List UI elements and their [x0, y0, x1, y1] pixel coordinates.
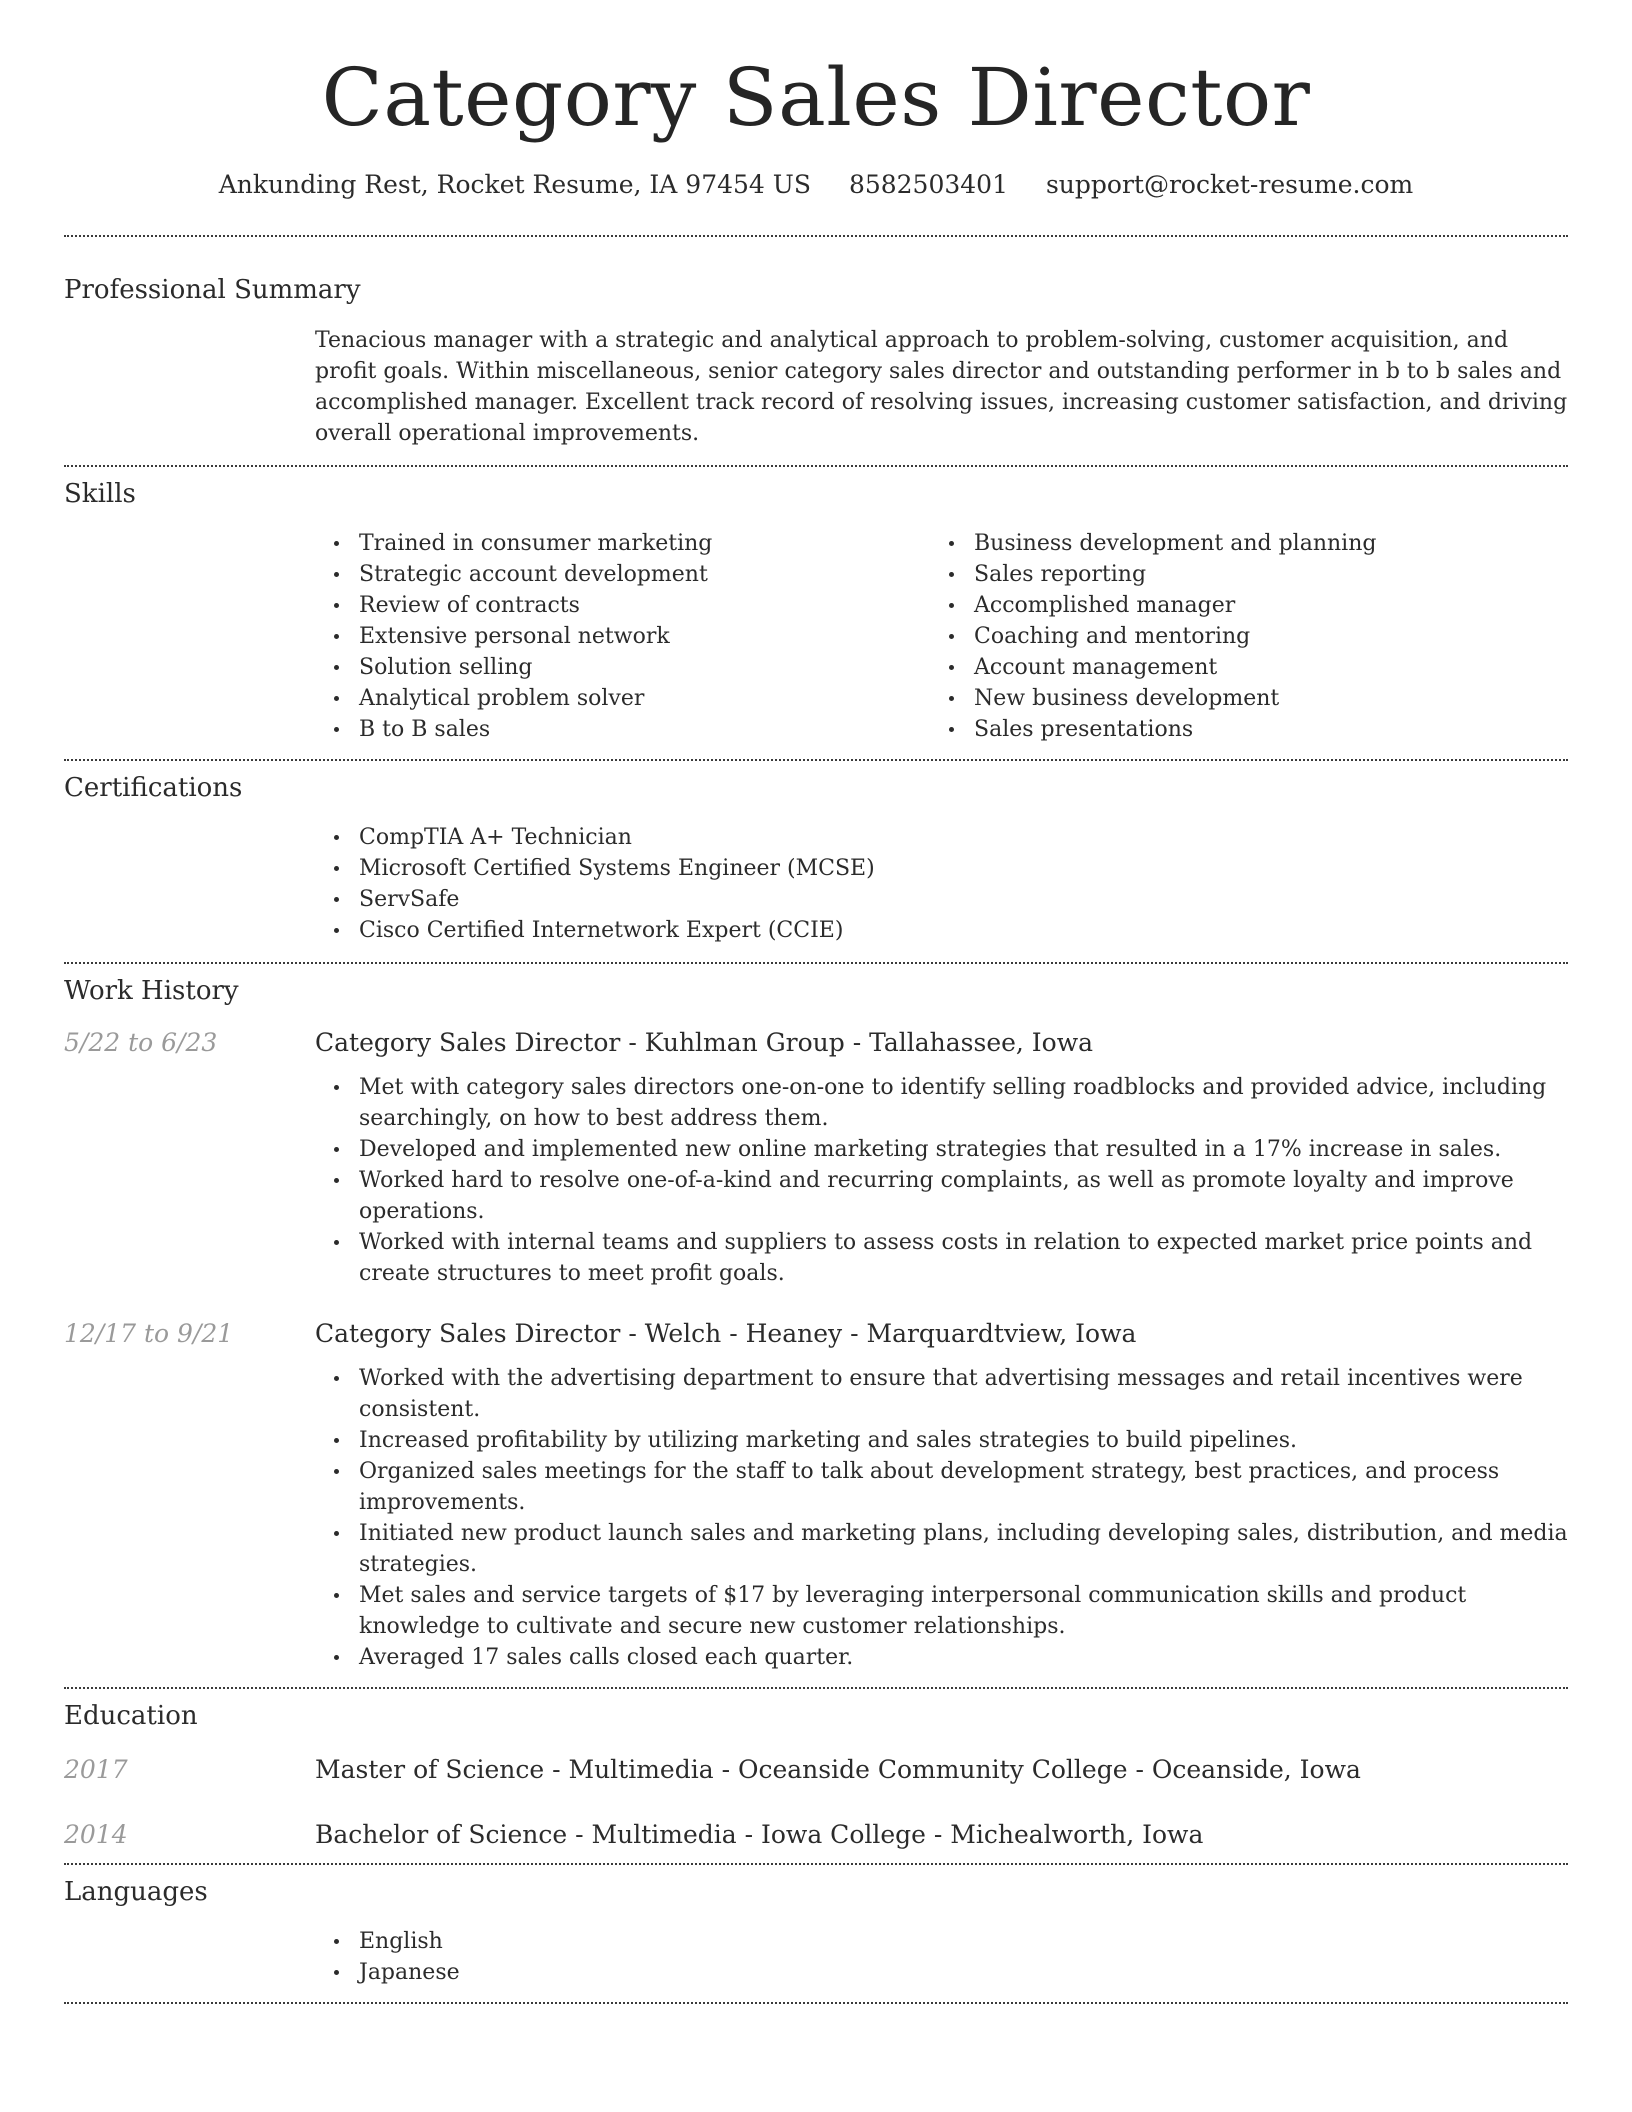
languages-list [315, 1926, 1568, 1988]
job-bullet: Met with category sales directors one-on-one to identify selling roadblocks and provided advice, including searchingly, on how to best address them. [359, 1072, 1568, 1134]
certification-item: Microsoft Certified Systems Engineer (MCSE) [359, 853, 1568, 884]
certifications-list [315, 822, 1568, 946]
language-item: Japanese [359, 1957, 1568, 1988]
work-history-section [64, 964, 1568, 1687]
job-bullet: Averaged 17 sales calls closed each quarter. [359, 1642, 1568, 1673]
summary-section [64, 237, 1568, 465]
job-dates: 12/17 to 9/21 [64, 1319, 234, 1348]
certifications-section [64, 761, 1568, 962]
job-bullet: Organized sales meetings for the staff to talk about development strategy, best practices, and process improvements. [359, 1456, 1568, 1518]
job-bullets [315, 1363, 1568, 1673]
skill-item: Solution selling [359, 652, 930, 683]
skills-list-right [930, 528, 1568, 745]
education-heading: Education [64, 1701, 198, 1731]
skill-item: Review of contracts [359, 590, 930, 621]
job-bullet: Worked with the advertising department to ensure that advertising messages and retail incentives were consistent. [359, 1363, 1568, 1425]
job-bullet: Developed and implemented new online marketing strategies that resulted in a 17% increase in sales. [359, 1134, 1568, 1165]
education-entry [64, 1820, 1568, 1849]
email-text: support@rocket-resume.com [1045, 170, 1414, 199]
job-bullet: Increased profitability by utilizing marketing and sales strategies to build pipelines. [359, 1425, 1568, 1456]
skill-item: Account management [974, 652, 1568, 683]
skill-item: Sales reporting [974, 559, 1568, 590]
skill-item: Extensive personal network [359, 621, 930, 652]
skill-item: Accomplished manager [974, 590, 1568, 621]
languages-heading: Languages [64, 1877, 208, 1907]
skill-item: Strategic account development [359, 559, 930, 590]
job-bullets [315, 1072, 1568, 1289]
job-entry [64, 1319, 1568, 1673]
certification-item: Cisco Certified Internetwork Expert (CCIE) [359, 915, 1568, 946]
education-degree: Master of Science - Multimedia - Oceanside Community College - Oceanside, Iowa [315, 1755, 1361, 1784]
certifications-heading: Certifications [64, 773, 243, 803]
candidate-name: Category Sales Director [321, 51, 1311, 144]
skill-item: Sales presentations [974, 714, 1568, 745]
phone-text: 8582503401 [848, 170, 1008, 199]
contact-line [64, 170, 1568, 199]
skill-item: Coaching and mentoring [974, 621, 1568, 652]
education-year: 2014 [64, 1820, 128, 1849]
education-degree: Bachelor of Science - Multimedia - Iowa College - Michealworth, Iowa [315, 1820, 1204, 1849]
work-history-heading: Work History [64, 976, 239, 1006]
certification-item: CompTIA A+ Technician [359, 822, 1568, 853]
skills-section [64, 467, 1568, 759]
education-year: 2017 [64, 1755, 128, 1784]
language-item: English [359, 1926, 1568, 1957]
skill-item: B to B sales [359, 714, 930, 745]
summary-heading: Professional Summary [64, 275, 361, 305]
job-bullet: Worked hard to resolve one-of-a-kind and recurring complaints, as well as promote loyalty and improve operations. [359, 1165, 1568, 1227]
skill-item: Trained in consumer marketing [359, 528, 930, 559]
education-section [64, 1689, 1568, 1863]
section-divider [64, 2002, 1568, 2004]
education-entry [64, 1755, 1568, 1784]
skill-item: New business development [974, 683, 1568, 714]
job-heading: Category Sales Director - Kuhlman Group - Tallahassee, Iowa [315, 1028, 1094, 1057]
skill-item: Analytical problem solver [359, 683, 930, 714]
address-text: Ankunding Rest, Rocket Resume, IA 97454 US [218, 170, 811, 199]
job-heading: Category Sales Director - Welch - Heaney - Marquardtview, Iowa [315, 1319, 1137, 1348]
skill-item: Business development and planning [974, 528, 1568, 559]
job-dates: 5/22 to 6/23 [64, 1028, 218, 1057]
skills-heading: Skills [64, 479, 136, 509]
job-entry [64, 1028, 1568, 1289]
skills-list-left [315, 528, 930, 745]
job-bullet: Met sales and service targets of $17 by leveraging interpersonal communication skills and product knowledge to cultivate and secure new customer relationships. [359, 1580, 1568, 1642]
summary-text: Tenacious manager with a strategic and analytical approach to problem-solving, customer acquisition, and profit goals. Within miscellaneous, senior category sales director and outstanding performer in b to b sales and accomplished manager. Excellent track record of resolving issues, increasing customer satisfaction, and driving overall operational improvements. [315, 328, 1568, 446]
job-bullet: Initiated new product launch sales and marketing plans, including developing sales, distribution, and media strategies. [359, 1518, 1568, 1580]
job-bullet: Worked with internal teams and suppliers to assess costs in relation to expected market price points and create structures to meet profit goals. [359, 1227, 1568, 1289]
languages-section [64, 1865, 1568, 2002]
certification-item: ServSafe [359, 884, 1568, 915]
